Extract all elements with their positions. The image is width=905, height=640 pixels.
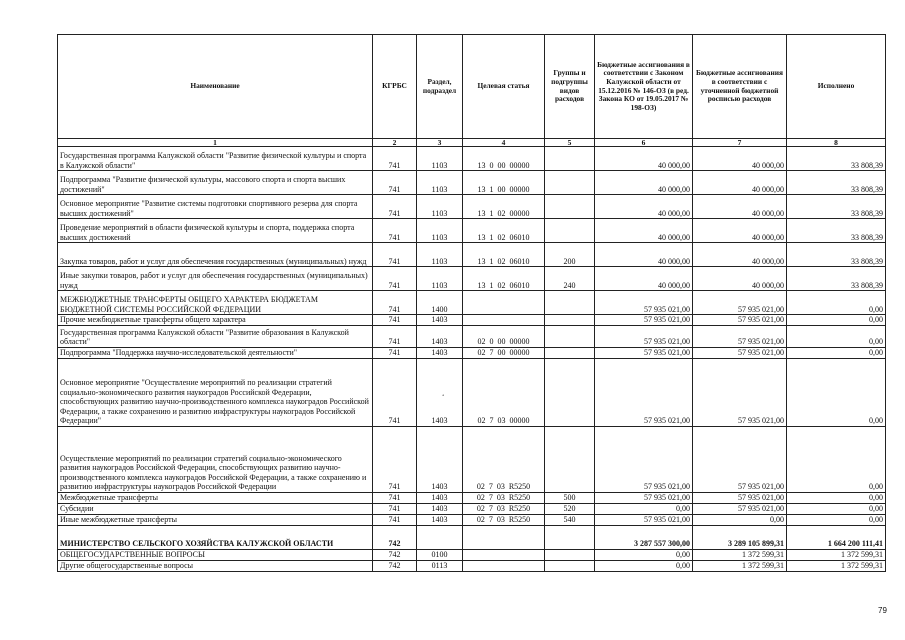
row-group xyxy=(545,525,595,549)
row-name: Государственная программа Калужской области "Развитие образования в Калужской области" xyxy=(58,325,373,347)
row-target xyxy=(463,525,545,549)
row-approved: 40 000,00 xyxy=(595,195,693,219)
column-number: 1 xyxy=(58,139,373,147)
row-group: 540 xyxy=(545,514,595,525)
table-row xyxy=(58,426,886,492)
row-kgrbs: 741 xyxy=(373,503,417,514)
row-kgrbs: 742 xyxy=(373,525,417,549)
table-row xyxy=(58,243,886,267)
row-refined: 1 372 599,31 xyxy=(693,549,787,560)
header-section: Раздел, подраздел xyxy=(417,35,463,139)
row-kgrbs: 741 xyxy=(373,219,417,243)
row-name: Основное мероприятие "Осуществление мероприятий по реализации стратегий социально-экономического развития наукоградов Российской Федерации, способствующих развитию научно-производственного комплекса наукоградов Российской Федерации, а также сохранению и развитию инфраструктуры наукоградов Российской Федерации" xyxy=(58,358,373,426)
row-target: 02 0 00 00000 xyxy=(463,325,545,347)
row-group xyxy=(545,195,595,219)
header-approved: Бюджетные ассигнования в соответствии с Законом Калужской области от 15.12.2016 № 146-ОЗ (в ред. Закона КО от 19.05.2017 № 198-ОЗ) xyxy=(595,35,693,139)
row-executed: 33 808,39 xyxy=(787,267,886,291)
row-name: Прочие межбюджетные трансферты общего характера xyxy=(58,315,373,326)
row-refined: 40 000,00 xyxy=(693,147,787,171)
page-number: 79 xyxy=(878,606,887,615)
row-section: 1103 xyxy=(417,195,463,219)
row-refined: 57 935 021,00 xyxy=(693,426,787,492)
row-section: 0113 xyxy=(417,560,463,571)
row-group: 200 xyxy=(545,243,595,267)
row-executed: 33 808,39 xyxy=(787,195,886,219)
header-refined: Бюджетные ассигнования в соответствии с уточненной бюджетной росписью расходов xyxy=(693,35,787,139)
row-name: Проведение мероприятий в области физической культуры и спорта, поддержка спорта высших достижений xyxy=(58,219,373,243)
row-name: Другие общегосударственные вопросы xyxy=(58,560,373,571)
row-kgrbs: 741 xyxy=(373,514,417,525)
row-kgrbs: 741 xyxy=(373,492,417,503)
row-target xyxy=(463,560,545,571)
table-header xyxy=(58,35,886,139)
row-refined: 57 935 021,00 xyxy=(693,503,787,514)
row-target: 02 7 03 R5250 xyxy=(463,426,545,492)
row-approved: 0,00 xyxy=(595,549,693,560)
row-executed: 0,00 xyxy=(787,426,886,492)
row-executed: 0,00 xyxy=(787,325,886,347)
row-group xyxy=(545,291,595,315)
table-row xyxy=(58,549,886,560)
column-numbers-row xyxy=(58,139,886,147)
row-target xyxy=(463,315,545,326)
column-number: 3 xyxy=(417,139,463,147)
row-approved: 3 287 557 300,00 xyxy=(595,525,693,549)
row-group xyxy=(545,549,595,560)
row-name: МИНИСТЕРСТВО СЕЛЬСКОГО ХОЗЯЙСТВА КАЛУЖСКОЙ ОБЛАСТИ xyxy=(58,525,373,549)
row-target: 02 7 00 00000 xyxy=(463,347,545,358)
row-refined: 57 935 021,00 xyxy=(693,492,787,503)
row-group xyxy=(545,219,595,243)
row-kgrbs: 742 xyxy=(373,549,417,560)
row-section: 1403 xyxy=(417,514,463,525)
row-section: 1403 xyxy=(417,426,463,492)
row-group xyxy=(545,347,595,358)
row-refined: 3 289 105 899,31 xyxy=(693,525,787,549)
row-section: 1403 xyxy=(417,325,463,347)
row-kgrbs: 741 xyxy=(373,291,417,315)
row-target xyxy=(463,549,545,560)
row-refined: 40 000,00 xyxy=(693,267,787,291)
column-number: 8 xyxy=(787,139,886,147)
column-number: 6 xyxy=(595,139,693,147)
row-executed: 33 808,39 xyxy=(787,243,886,267)
row-group xyxy=(545,315,595,326)
column-number: 7 xyxy=(693,139,787,147)
scan-speck: ‘ xyxy=(442,393,445,401)
row-section: 1103 xyxy=(417,219,463,243)
row-kgrbs: 741 xyxy=(373,325,417,347)
row-executed: 0,00 xyxy=(787,315,886,326)
table-row xyxy=(58,291,886,315)
column-number: 4 xyxy=(463,139,545,147)
row-kgrbs: 741 xyxy=(373,347,417,358)
header-kgrbs: КГРБС xyxy=(373,35,417,139)
row-target: 13 1 00 00000 xyxy=(463,171,545,195)
row-section: 1400 xyxy=(417,291,463,315)
row-refined: 1 372 599,31 xyxy=(693,560,787,571)
row-refined: 40 000,00 xyxy=(693,243,787,267)
row-section: 1103 xyxy=(417,267,463,291)
row-target: 13 1 02 00000 xyxy=(463,195,545,219)
column-number: 5 xyxy=(545,139,595,147)
row-group xyxy=(545,325,595,347)
row-name: МЕЖБЮДЖЕТНЫЕ ТРАНСФЕРТЫ ОБЩЕГО ХАРАКТЕРА БЮДЖЕТАМ БЮДЖЕТНОЙ СИСТЕМЫ РОССИЙСКОЙ ФЕДЕРАЦИИ xyxy=(58,291,373,315)
row-name: Государственная программа Калужской области "Развитие физической культуры и спорта в Калужской области" xyxy=(58,147,373,171)
row-kgrbs: 741 xyxy=(373,195,417,219)
row-group xyxy=(545,171,595,195)
row-target: 02 7 03 00000 xyxy=(463,358,545,426)
row-executed: 33 808,39 xyxy=(787,147,886,171)
row-refined: 57 935 021,00 xyxy=(693,315,787,326)
row-section: 1103 xyxy=(417,147,463,171)
table-row xyxy=(58,267,886,291)
row-section: 1103 xyxy=(417,243,463,267)
row-refined: 57 935 021,00 xyxy=(693,291,787,315)
row-executed: 33 808,39 xyxy=(787,171,886,195)
row-group xyxy=(545,426,595,492)
row-section: 1403 xyxy=(417,315,463,326)
row-kgrbs: 741 xyxy=(373,315,417,326)
row-kgrbs: 741 xyxy=(373,147,417,171)
row-approved: 0,00 xyxy=(595,503,693,514)
row-name: Подпрограмма "Поддержка научно-исследовательской деятельности" xyxy=(58,347,373,358)
table-row xyxy=(58,315,886,326)
row-executed: 1 372 599,31 xyxy=(787,549,886,560)
row-kgrbs: 741 xyxy=(373,267,417,291)
table-row xyxy=(58,171,886,195)
row-kgrbs: 741 xyxy=(373,426,417,492)
row-name: Иные межбюджетные трансферты xyxy=(58,514,373,525)
row-group: 520 xyxy=(545,503,595,514)
row-approved: 40 000,00 xyxy=(595,147,693,171)
row-section: 1403 xyxy=(417,347,463,358)
row-approved: 57 935 021,00 xyxy=(595,347,693,358)
row-approved: 57 935 021,00 xyxy=(595,426,693,492)
table-row xyxy=(58,347,886,358)
row-refined: 57 935 021,00 xyxy=(693,347,787,358)
row-section: 1403 xyxy=(417,503,463,514)
table-row xyxy=(58,219,886,243)
row-executed: 33 808,39 xyxy=(787,219,886,243)
row-refined: 40 000,00 xyxy=(693,219,787,243)
table-row xyxy=(58,325,886,347)
row-group: 500 xyxy=(545,492,595,503)
row-refined: 0,00 xyxy=(693,514,787,525)
row-section xyxy=(417,525,463,549)
row-group xyxy=(545,560,595,571)
header-group: Группы и подгруппы видов расходов xyxy=(545,35,595,139)
row-refined: 57 935 021,00 xyxy=(693,358,787,426)
row-approved: 40 000,00 xyxy=(595,219,693,243)
row-target: 02 7 03 R5250 xyxy=(463,503,545,514)
row-approved: 57 935 021,00 xyxy=(595,291,693,315)
row-refined: 40 000,00 xyxy=(693,195,787,219)
table-row xyxy=(58,514,886,525)
row-kgrbs: 742 xyxy=(373,560,417,571)
row-approved: 40 000,00 xyxy=(595,243,693,267)
row-executed: 0,00 xyxy=(787,291,886,315)
row-section: 1403 xyxy=(417,358,463,426)
row-executed: 0,00 xyxy=(787,514,886,525)
column-number: 2 xyxy=(373,139,417,147)
row-target: 02 7 03 R5250 xyxy=(463,514,545,525)
row-name: Иные закупки товаров, работ и услуг для обеспечения государственных (муниципальных) нужд xyxy=(58,267,373,291)
header-name: Наименование xyxy=(58,35,373,139)
row-target: 13 1 02 06010 xyxy=(463,243,545,267)
table-body xyxy=(58,147,886,572)
table-row xyxy=(58,195,886,219)
row-executed: 0,00 xyxy=(787,503,886,514)
row-name: Осуществление мероприятий по реализации стратегий социально-экономического развития наукоградов Российской Федерации, способствующих развитию научно-производственного комплекса наукоградов Российской Федерации, а также сохранению и развитию инфраструктуры наукоградов Российской Федерации xyxy=(58,426,373,492)
row-executed: 0,00 xyxy=(787,347,886,358)
row-target: 13 1 02 06010 xyxy=(463,267,545,291)
row-approved: 0,00 xyxy=(595,560,693,571)
row-target: 13 1 02 06010 xyxy=(463,219,545,243)
row-executed: 1 664 200 111,41 xyxy=(787,525,886,549)
row-name: Закупка товаров, работ и услуг для обеспечения государственных (муниципальных) нужд xyxy=(58,243,373,267)
row-executed: 1 372 599,31 xyxy=(787,560,886,571)
budget-table xyxy=(57,34,886,572)
table-row xyxy=(58,560,886,571)
row-target: 02 7 03 R5250 xyxy=(463,492,545,503)
row-approved: 57 935 021,00 xyxy=(595,325,693,347)
row-group: 240 xyxy=(545,267,595,291)
row-kgrbs: 741 xyxy=(373,358,417,426)
row-approved: 57 935 021,00 xyxy=(595,514,693,525)
row-approved: 57 935 021,00 xyxy=(595,492,693,503)
row-approved: 40 000,00 xyxy=(595,267,693,291)
row-name: ОБЩЕГОСУДАРСТВЕННЫЕ ВОПРОСЫ xyxy=(58,549,373,560)
row-executed: 0,00 xyxy=(787,358,886,426)
row-refined: 40 000,00 xyxy=(693,171,787,195)
row-refined: 57 935 021,00 xyxy=(693,325,787,347)
table-row xyxy=(58,492,886,503)
row-name: Субсидии xyxy=(58,503,373,514)
row-approved: 57 935 021,00 xyxy=(595,315,693,326)
row-name: Подпрограмма "Развитие физической культуры, массового спорта и спорта высших достижений" xyxy=(58,171,373,195)
row-target xyxy=(463,291,545,315)
row-name: Основное мероприятие "Развитие системы подготовки спортивного резерва для спорта высших достижений" xyxy=(58,195,373,219)
row-target: 13 0 00 00000 xyxy=(463,147,545,171)
row-approved: 57 935 021,00 xyxy=(595,358,693,426)
table-row xyxy=(58,525,886,549)
table-row xyxy=(58,358,886,426)
table-row xyxy=(58,503,886,514)
row-kgrbs: 741 xyxy=(373,243,417,267)
header-executed: Исполнено xyxy=(787,35,886,139)
row-section: 1103 xyxy=(417,171,463,195)
header-target: Целевая статья xyxy=(463,35,545,139)
row-kgrbs: 741 xyxy=(373,171,417,195)
row-name: Межбюджетные трансферты xyxy=(58,492,373,503)
row-group xyxy=(545,147,595,171)
row-approved: 40 000,00 xyxy=(595,171,693,195)
row-section: 0100 xyxy=(417,549,463,560)
row-section: 1403 xyxy=(417,492,463,503)
table-row xyxy=(58,147,886,171)
row-executed: 0,00 xyxy=(787,492,886,503)
row-group xyxy=(545,358,595,426)
